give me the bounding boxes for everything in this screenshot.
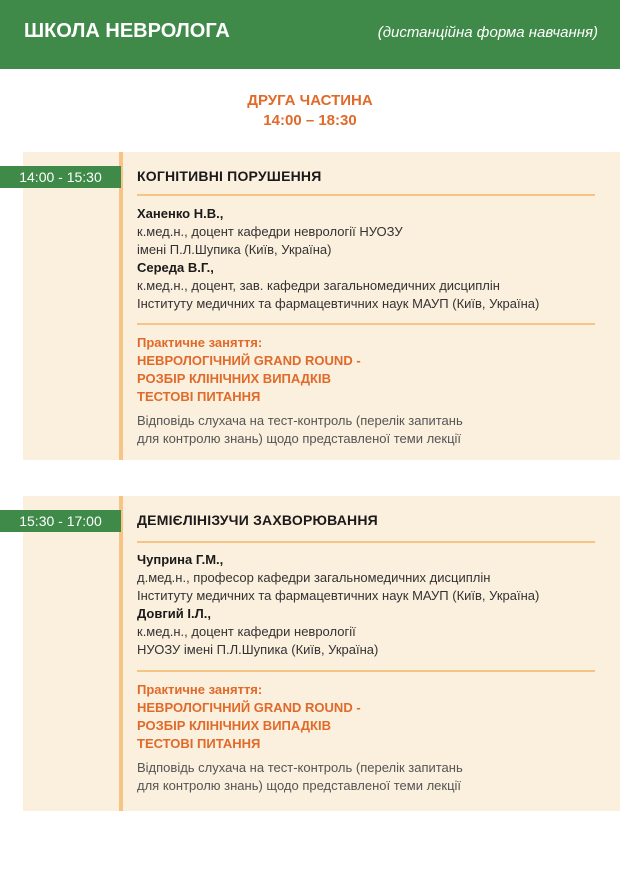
lecturer-name: Середа В.Г.,	[137, 260, 214, 275]
lecturer-info: к.мед.н., доцент, зав. кафедри загальномедичних дисциплін	[137, 278, 500, 293]
session-topic: КОГНІТИВНІ ПОРУШЕННЯ	[137, 168, 322, 184]
practical-title: НЕВРОЛОГІЧНИЙ GRAND ROUND -	[137, 700, 361, 715]
session-topic: ДЕМІЄЛІНІЗУЧИ ЗАХВОРЮВАННЯ	[137, 512, 378, 528]
practical-title: ТЕСТОВІ ПИТАННЯ	[137, 389, 261, 404]
session-time-tag: 15:30 - 17:00	[0, 510, 121, 532]
lecturers-list	[137, 551, 607, 659]
practical-block	[137, 681, 607, 795]
lecturer-info: Інституту медичних та фармацевтичних наук МАУП (Київ, Україна)	[137, 588, 540, 603]
page-title: ШКОЛА НЕВРОЛОГА	[24, 20, 230, 42]
practical-description: Відповідь слухача на тест-контроль (перелік запитань	[137, 413, 463, 428]
practical-divider	[137, 323, 595, 325]
lecturer-name: Довгий І.Л.,	[137, 606, 211, 621]
part-name: ДРУГА ЧАСТИНА	[247, 92, 373, 109]
practical-block	[137, 334, 607, 448]
practical-divider	[137, 670, 595, 672]
practical-title: РОЗБІР КЛІНІЧНИХ ВИПАДКІВ	[137, 718, 331, 733]
page-subtitle: (дистанційна форма навчання)	[377, 24, 598, 41]
topic-divider	[137, 541, 595, 543]
practical-title: НЕВРОЛОГІЧНИЙ GRAND ROUND -	[137, 353, 361, 368]
practical-label: Практичне заняття:	[137, 682, 263, 697]
practical-title: РОЗБІР КЛІНІЧНИХ ВИПАДКІВ	[137, 371, 331, 386]
lecturer-name: Чуприна Г.М.,	[137, 552, 224, 567]
lecturer-info: к.мед.н., доцент кафедри неврології НУОЗУ	[137, 224, 403, 239]
lecturers-list	[137, 205, 607, 313]
practical-description: Відповідь слухача на тест-контроль (перелік запитань	[137, 760, 463, 775]
session-time-tag: 14:00 - 15:30	[0, 166, 121, 188]
session-divider-bar	[119, 152, 123, 460]
part-time: 14:00 – 18:30	[263, 112, 357, 129]
practical-description: для контролю знань) щодо представленої теми лекції	[137, 778, 462, 793]
lecturer-info: імені П.Л.Шупика (Київ, Україна)	[137, 242, 332, 257]
lecturer-info: к.мед.н., доцент кафедри неврології	[137, 624, 356, 639]
header-banner	[0, 0, 620, 69]
practical-description: для контролю знань) щодо представленої теми лекції	[137, 431, 462, 446]
session-divider-bar	[119, 496, 123, 811]
topic-divider	[137, 194, 595, 196]
lecturer-name: Ханенко Н.В.,	[137, 206, 224, 221]
lecturer-info: д.мед.н., професор кафедри загальномедичних дисциплін	[137, 570, 491, 585]
lecturer-info: Інституту медичних та фармацевтичних наук МАУП (Київ, Україна)	[137, 296, 540, 311]
practical-label: Практичне заняття:	[137, 335, 263, 350]
practical-title: ТЕСТОВІ ПИТАННЯ	[137, 736, 261, 751]
lecturer-info: НУОЗУ імені П.Л.Шупика (Київ, Україна)	[137, 642, 379, 657]
